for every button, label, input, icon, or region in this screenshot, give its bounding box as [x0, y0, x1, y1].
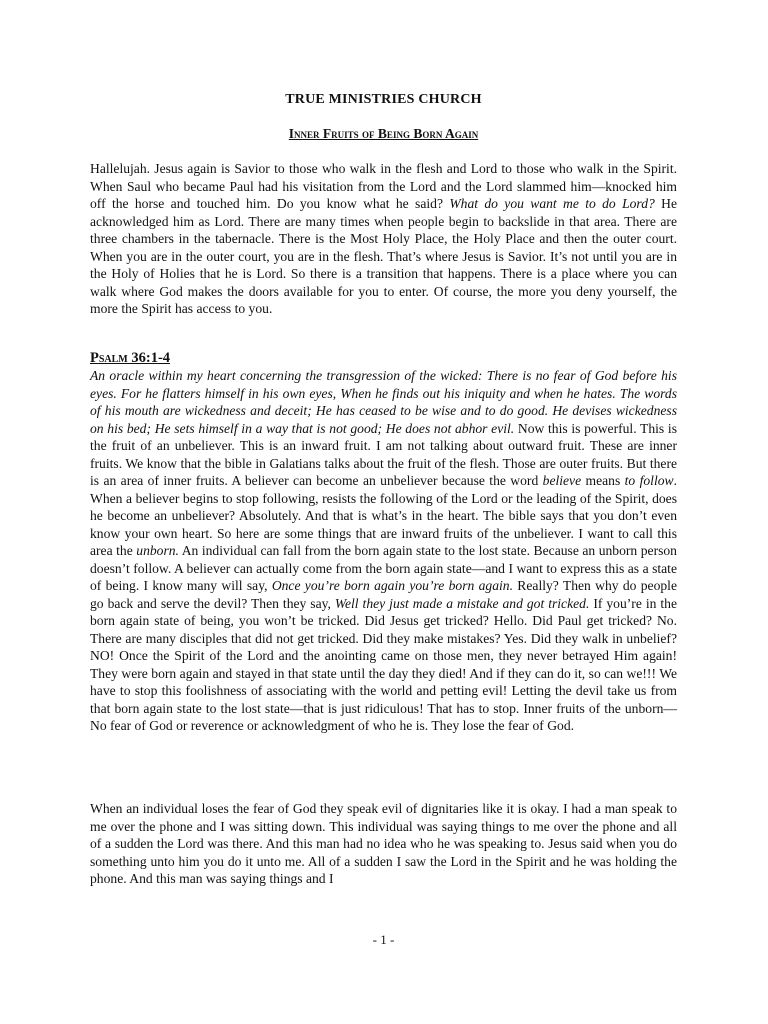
page-number: - 1 - [372, 932, 395, 947]
psalm-italic-to-follow: to follow [624, 473, 674, 488]
psalm-italic-unborn: unborn. [136, 543, 179, 558]
church-name-heading: TRUE MINISTRIES CHURCH [285, 92, 482, 107]
paragraph-intro-quote: What do you want me to do Lord? [449, 196, 655, 211]
psalm-italic-once-born: Once you’re born again you’re born again. [271, 578, 513, 593]
scripture-reference: Psalm 36:1-4 [90, 350, 171, 366]
psalm-text-b: Now this is powerful. This is the fruit of an unbeliever. This is an inward fruit. I am not talking about outward fruit. These are inner fruits. We know that the bible in Galatians talks about the fruit of the flesh. Those are outer fruits. But there is an area of inner fruits. A believer can become an unbeliever because the word [90, 420, 677, 488]
psalm-italic-believe: believe [542, 473, 582, 488]
psalm-italic-tricked: Well they just made a mistake and got tricked. [334, 595, 590, 611]
psalm-quote: An oracle within my heart concerning the transgression of the wicked: There is no fear of God before his eyes. For he flatters himself in his own eyes, When he finds out his iniquity and when he hates. The words of his mouth are wickedness and deceit; He has ceased to be wise and to do good. He devises wickedness on his bed; He sets himself in a way that is not good; He does not abhor evil. [90, 368, 677, 436]
psalm-text-d: means [581, 473, 625, 488]
paragraph-intro [90, 160, 677, 318]
paragraph-intro-text-a: Hallelujah. Jesus again is Savior to those who walk in the flesh and Lord to those who walk in the Spirit. When Saul who became Paul had his visitation from the Lord and the Lord slammed him—knocked him off the horse and touched him. Do you know what he said? [90, 161, 677, 211]
psalm-text-f: . When a believer begins to stop following, resists the following of the Lord or the leading of the Spirit, does he become an unbeliever? Absolutely. And that is what’s in the heart. The bible says that you don’t even know your own heart. So here are some things that are inward fruits of the unbeliever. I want to call this area the [90, 473, 677, 558]
document-page [90, 0, 677, 1024]
psalm-text-j: Really? Then why do people go back and serve the devil? Then they say, [90, 578, 677, 611]
psalm-text-l: If you’re in the born again state of being, you won’t be tricked. Did Jesus get tricked? Hello. Did Paul get tricked? No. There are many disciples that did not get tricked. Did they make mistakes? Yes. Did they walk in unbelief? NO! Once the Spirit of the Lord and the anointing came on those men, they never betrayed Him again! They were born again and stayed in that state until the day they died! And if they can do it, so can we!!! We have to stop this foolishness of associating with the world and petting evil! Letting the devil take us from that born again state to the lost state—that is just ridiculous! That has to stop. Inner fruits of the unborn—No fear of God or reverence or acknowledgment of who he is. They lose the fear of God. [90, 595, 677, 733]
paragraph-fear-of-god: When an individual loses the fear of God they speak evil of dignitaries like it is okay. I had a man speak to me over the phone and I was sitting down. This individual was saying things to me over the phone and all of a sudden the Lord was there. And this man had no idea who he was speaking to. Jesus said when you do something unto him you do it unto me. All of a sudden I saw the Lord in the Spirit and he was holding the phone. And this man was saying things and I [90, 801, 677, 886]
paragraph-intro-text-c: He acknowledged him as Lord. There are many times when people begin to backslide in that area. There are three chambers in the tabernacle. There is the Most Holy Place, the Holy Place and then the outer court. When you are in the outer court, you are in the flesh. That’s where Jesus is Savior. It’s not until you are in the Holy of Holies that he is Lord. So there is a transition that happens. There is a place where you can walk where God makes the doors available for you to enter. Of course, the more you deny yourself, the more the Spirit has access to you. [90, 196, 678, 316]
paragraph-psalm [90, 367, 677, 735]
sermon-title: Inner Fruits of Being Born Again [288, 126, 479, 141]
psalm-text-h: An individual can fall from the born again state to the lost state. Because an unborn person doesn’t follow. A believer can actually come from the born again state—and I want to express this as a state of being. I know many will say, [90, 543, 677, 593]
